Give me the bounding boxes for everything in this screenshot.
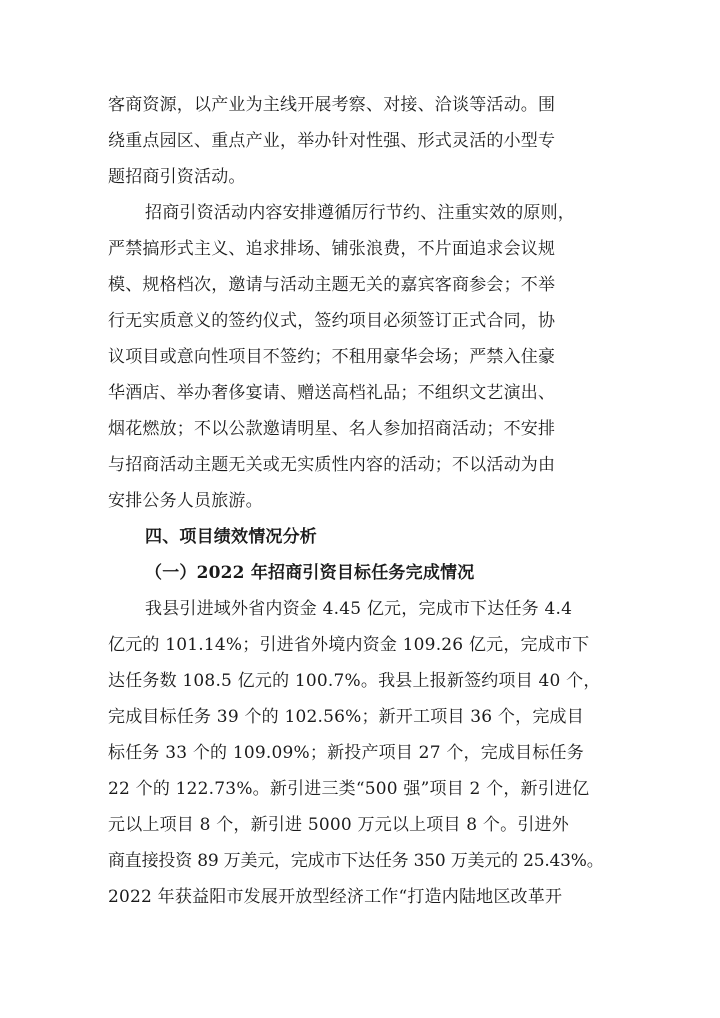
text-line: 与招商活动主题无关或无实质性内容的活动；不以活动为由	[108, 455, 556, 475]
text-line: 2022 年获益阳市发展开放型经济工作“打造内陆地区改革开	[108, 887, 563, 907]
text-line: 烟花燃放；不以公款邀请明星、名人参加招商活动；不安排	[108, 419, 556, 439]
text-line: 完成目标任务 39 个的 102.56%；新开工项目 36 个，完成目	[108, 707, 584, 727]
text-line: 元以上项目 8 个，新引进 5000 万元以上项目 8 个。引进外	[108, 815, 569, 835]
text-line: 题招商引资活动。	[108, 167, 246, 187]
paragraph-first-line: 我县引进域外省内资金 4.45 亿元，完成市下达任务 4.4	[145, 599, 573, 619]
text-line: 客商资源，以产业为主线开展考察、对接、洽谈等活动。围	[108, 95, 556, 115]
text-line: 商直接投资 89 万美元，完成市下达任务 350 万美元的 25.43%。	[108, 851, 604, 871]
text-line: 议项目或意向性项目不签约；不租用豪华会场；严禁入住豪	[108, 347, 556, 367]
text-line: 标任务 33 个的 109.09%；新投产项目 27 个，完成目标任务	[108, 743, 584, 763]
paragraph-first-line: 招商引资活动内容安排遵循厉行节约、注重实效的原则，	[145, 203, 575, 223]
text-line: 严禁搞形式主义、追求排场、铺张浪费，不片面追求会议规	[108, 239, 556, 259]
text-line: 绕重点园区、重点产业，举办针对性强、形式灵活的小型专	[108, 131, 556, 151]
text-line: 安排公务人员旅游。	[108, 491, 263, 511]
text-line: 达任务数 108.5 亿元的 100.7%。我县上报新签约项目 40 个，	[108, 671, 601, 691]
text-line: 华酒店、举办奢侈宴请、赠送高档礼品；不组织文艺演出、	[108, 383, 556, 403]
subsection-heading: （一）2022 年招商引资目标任务完成情况	[145, 563, 475, 583]
text-line: 22 个的 122.73%。新引进三类“500 强”项目 2 个，新引进亿	[108, 779, 590, 799]
text-line: 行无实质意义的签约仪式，签约项目必须签订正式合同，协	[108, 311, 556, 331]
text-line: 亿元的 101.14%；引进省外境内资金 109.26 亿元，完成市下	[108, 635, 590, 655]
section-heading: 四、项目绩效情况分析	[145, 527, 317, 547]
text-line: 模、规格档次，邀请与活动主题无关的嘉宾客商参会；不举	[108, 275, 556, 295]
